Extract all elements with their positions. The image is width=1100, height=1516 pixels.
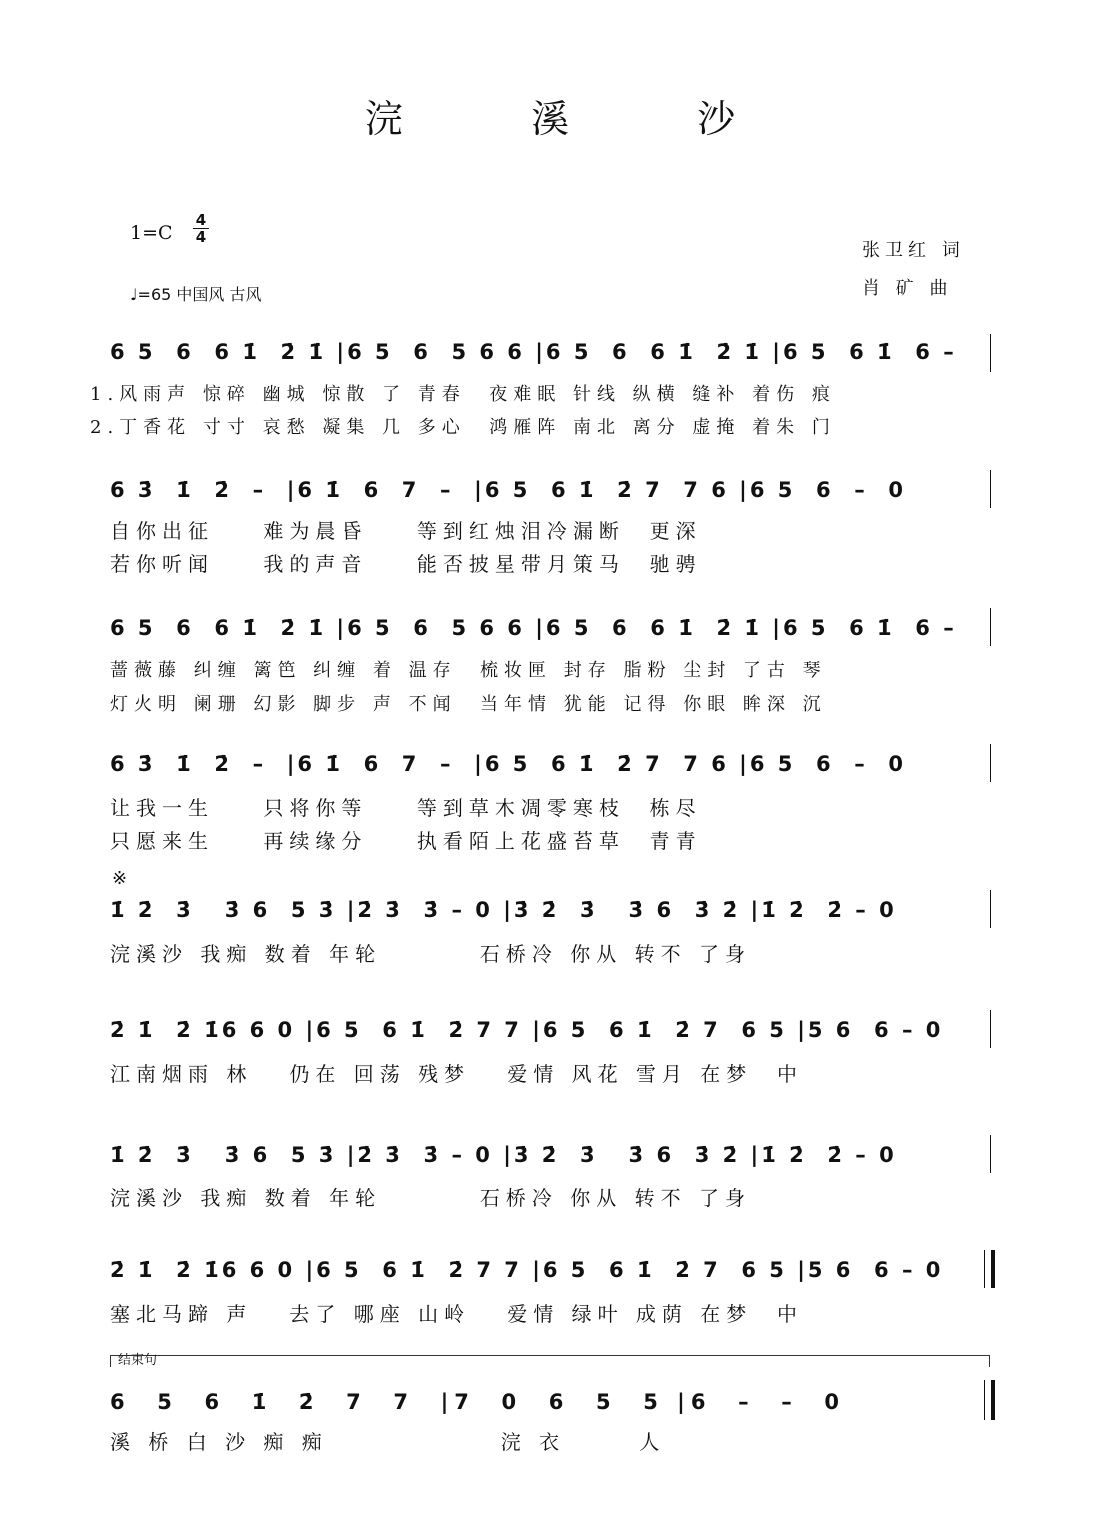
time-signature-bottom: 4 [193, 228, 209, 245]
lyric-line-3-verse-2: 灯火明 阑珊 幻影 脚步 声 不闻 当年情 犹能 记得 你眼 眸深 沉 [110, 694, 827, 715]
system-end-barline [990, 890, 991, 928]
lyric-line-4-verse-1: 让我一生 只将你等 等到草木凋零寒枝 栋尽 [110, 796, 702, 820]
system-end-barline [990, 1010, 991, 1048]
lyric-line-coda: 溪 桥 白 沙 痴 痴 浣 衣 人 [110, 1430, 666, 1454]
composer-credit: 肖 矿 曲 [862, 278, 953, 299]
notation-line-8: 2̇ 1̇ 2̇ 1̇6 6 0 |6 5 6 1̇ 2̇ 7 7 |6 5 6 1̇ 2̇ 7 6 5 |5 6 6 – 0 [110, 1258, 944, 1282]
coda-bracket-left [110, 1355, 111, 1367]
coda-bracket-right [989, 1355, 990, 1367]
lyric-line-2-verse-1: 自你出征 难为晨昏 等到红烛泪冷漏断 更深 [110, 519, 702, 543]
lyric-line-3-verse-1: 蔷薇藤 纠缠 篱笆 纠缠 着 温存 梳妆匣 封存 脂粉 尘封 了古 琴 [110, 660, 827, 681]
lyric-line-4-verse-2: 只愿来生 再续缘分 执看陌上花盛苔草 青青 [110, 829, 702, 853]
lyric-line-1-verse-2: 2.丁香花 寸寸 哀愁 凝集 几 多心 鸿雁阵 南北 离分 虚掩 着朱 门 [90, 417, 836, 438]
tempo-marking: ♩=65 中国风 古风 [130, 285, 262, 304]
lyric-line-8: 塞北马蹄 声 去了 哪座 山岭 爱情 绿叶 成荫 在梦 中 [110, 1302, 804, 1326]
lyric-line-1-verse-1: 1.风雨声 惊碎 幽城 惊散 了 青春 夜难眠 针线 纵横 缝补 着伤 痕 [90, 384, 836, 405]
lyric-line-5: 浣溪沙 我痴 数着 年轮 石桥冷 你从 转不 了身 [110, 942, 752, 966]
time-signature-top: 4 [195, 211, 207, 229]
system-end-barline [990, 334, 991, 372]
notation-line-4: 6 3̇ 1̇ 2̇ – |6 1̇ 6 7 – |6 5 6 1̇ 2̇ 7 7 6 |6 5 6 – 0 [110, 752, 906, 776]
segno-sign: ※ [112, 868, 128, 889]
notation-line-2: 6 3̇ 1̇ 2̇ – |6 1̇ 6 7 – |6 5 6 1̇ 2̇ 7 7 6 |6 5 6 – 0 [110, 478, 906, 502]
notation-line-1: 6 5 6 6 1̇ 2̇ 1̇ |6 5 6 5 6 6 |6 5 6 6 1̇ 2̇ 1̇ |6 5 6 1̇ 6 – [110, 340, 957, 364]
lyric-line-7: 浣溪沙 我痴 数着 年轮 石桥冷 你从 转不 了身 [110, 1186, 752, 1210]
lyricist-credit: 张卫红 词 [862, 240, 965, 261]
notation-line-5: 1̇ 2̇ 3̇ 3̇ 6 5 3̇ |2̇ 3̇ 3̇ – 0 |3̇ 2̇ 3̇ 3̇ 6 3̇ 2̇ |1̇ 2̇ 2̇ – 0 [110, 898, 897, 922]
lyric-line-6: 江南烟雨 林 仍在 回荡 残梦 爱情 风花 雪月 在梦 中 [110, 1062, 804, 1086]
time-signature [193, 212, 209, 245]
final-double-barline [984, 1250, 995, 1288]
key-signature: 1=C [130, 222, 173, 244]
notation-line-7: 1̇ 2̇ 3̇ 3̇ 6 5 3̇ |2̇ 3̇ 3̇ – 0 |3̇ 2̇ 3̇ 3̇ 6 3̇ 2̇ |1̇ 2̇ 2̇ – 0 [110, 1143, 897, 1167]
notation-line-6: 2̇ 1̇ 2̇ 1̇6 6 0 |6 5 6 1̇ 2̇ 7 7 |6 5 6 1̇ 2̇ 7 6 5 |5 6 6 – 0 [110, 1018, 944, 1042]
notation-line-3: 6 5 6 6 1̇ 2̇ 1̇ |6 5 6 5 6 6 |6 5 6 6 1̇ 2̇ 1̇ |6 5 6 1̇ 6 – [110, 616, 957, 640]
system-end-barline [990, 470, 991, 508]
system-end-barline [990, 744, 991, 782]
song-title: 浣 溪 沙 [364, 97, 794, 141]
coda-double-barline [984, 1380, 995, 1420]
notation-line-coda: 6 5 6 1̇ 2̇ 7 7 |7 0 6 5 5 |6 – – 0 [110, 1390, 845, 1414]
system-end-barline [990, 1135, 991, 1173]
system-end-barline [990, 608, 991, 646]
lyric-line-2-verse-2: 若你听闻 我的声音 能否披星带月策马 驰骋 [110, 552, 702, 576]
coda-bracket-line [110, 1355, 990, 1356]
coda-label: 结束句 [118, 1353, 158, 1368]
